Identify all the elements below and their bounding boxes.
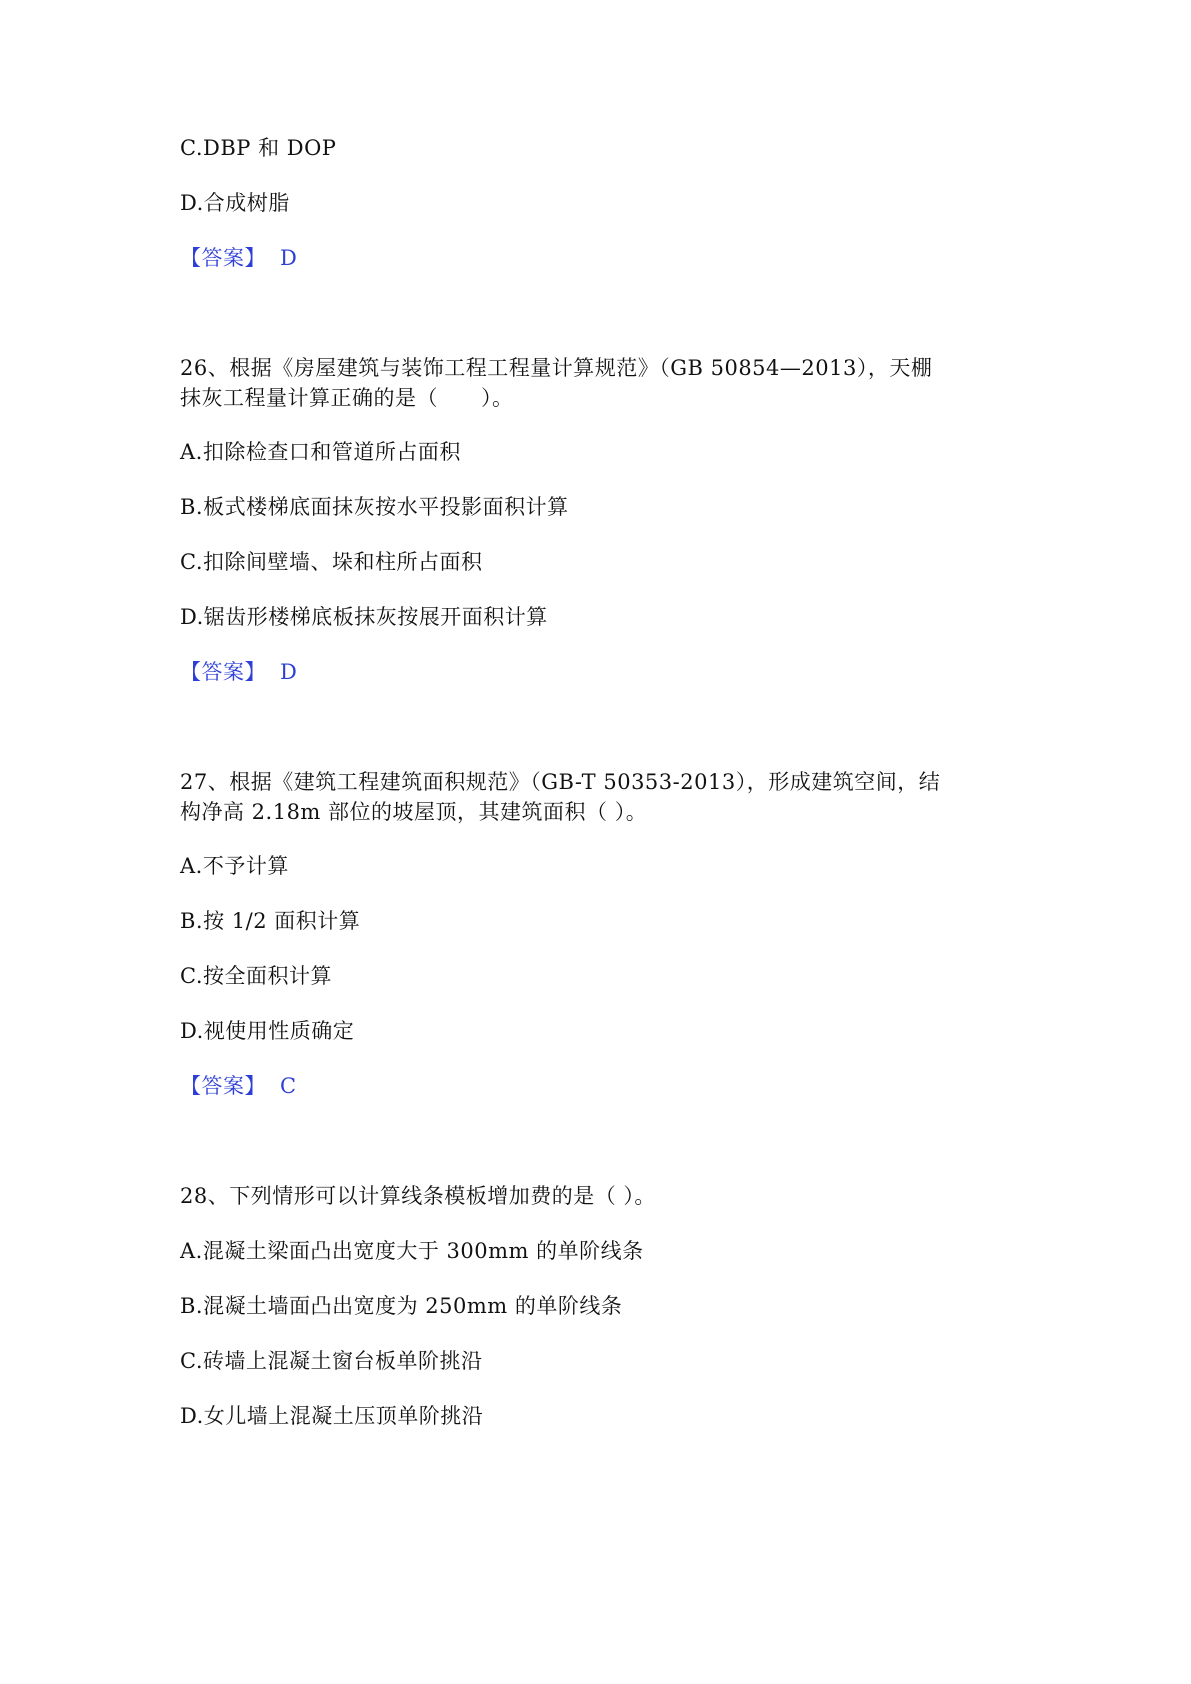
answer-value: D <box>280 660 298 684</box>
answer-value: C <box>280 1074 297 1098</box>
q27-stem-line-2: 构净高 2.18m 部位的坡屋顶，其建筑面积（ ）。 <box>180 800 648 824</box>
q26-option-c: C.扣除间壁墙、垛和柱所占面积 <box>180 550 483 574</box>
answer-label: 【答案】 <box>180 1074 266 1098</box>
q25-answer <box>180 243 297 273</box>
q26-answer <box>180 657 297 687</box>
q28-option-b: B.混凝土墙面凸出宽度为 250mm 的单阶线条 <box>180 1294 623 1318</box>
answer-label: 【答案】 <box>180 660 266 684</box>
q28-stem-line-1: 28、下列情形可以计算线条模板增加费的是（ ）。 <box>180 1184 656 1208</box>
q27-option-a: A.不予计算 <box>180 854 289 878</box>
q27-option-c: C.按全面积计算 <box>180 964 332 988</box>
q26-stem-line-1: 26、根据《房屋建筑与装饰工程工程量计算规范》（GB 50854—2013），天棚 <box>180 356 933 380</box>
answer-label: 【答案】 <box>180 246 266 270</box>
q26-option-a: A.扣除检查口和管道所占面积 <box>180 440 461 464</box>
q27-answer <box>180 1071 297 1101</box>
answer-value: D <box>280 246 298 270</box>
q28-option-d: D.女儿墙上混凝土压顶单阶挑沿 <box>180 1404 484 1428</box>
q27-option-b: B.按 1/2 面积计算 <box>180 909 361 933</box>
q26-option-b: B.板式楼梯底面抹灰按水平投影面积计算 <box>180 495 569 519</box>
q25-option-c: C.DBP 和 DOP <box>180 136 337 160</box>
q27-stem-line-1: 27、根据《建筑工程建筑面积规范》（GB-T 50353-2013），形成建筑空间，结 <box>180 770 941 794</box>
q25-option-d: D.合成树脂 <box>180 191 290 215</box>
q26-stem-line-2: 抹灰工程量计算正确的是（ ）。 <box>180 386 514 410</box>
q28-option-c: C.砖墙上混凝土窗台板单阶挑沿 <box>180 1349 483 1373</box>
q27-option-d: D.视使用性质确定 <box>180 1019 355 1043</box>
q26-option-d: D.锯齿形楼梯底板抹灰按展开面积计算 <box>180 605 548 629</box>
q28-option-a: A.混凝土梁面凸出宽度大于 300mm 的单阶线条 <box>180 1239 644 1263</box>
